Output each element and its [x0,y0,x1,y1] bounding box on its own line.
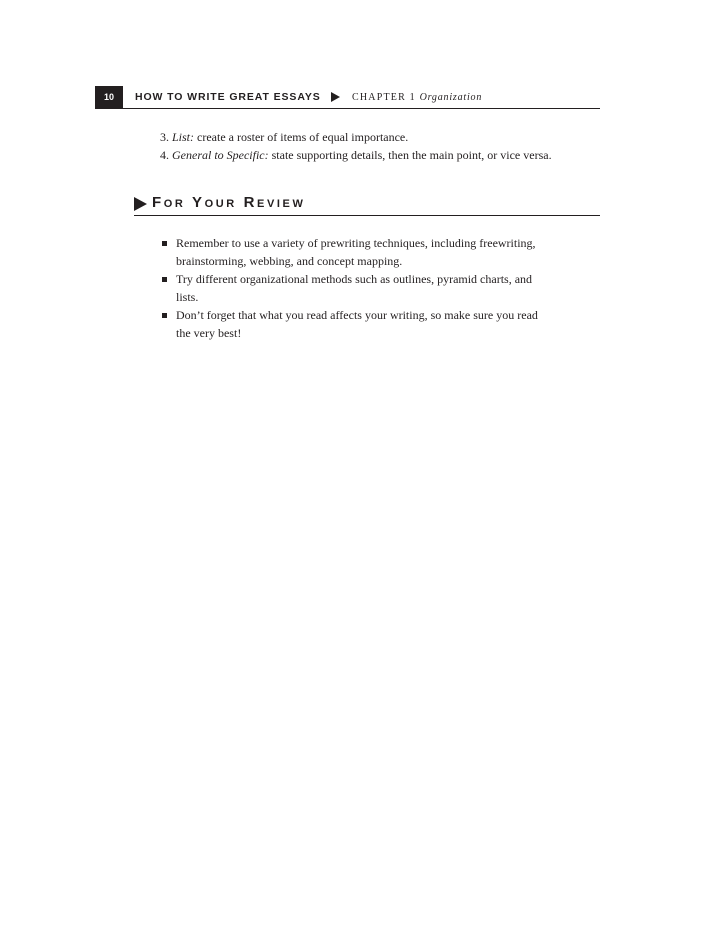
item-line: lists. [176,290,199,304]
item-text: create a roster of items of equal importance. [197,130,409,144]
page-number: 10 [95,86,123,108]
running-header [95,86,600,109]
list-item [160,146,552,164]
item-number: 3. [160,130,169,144]
chapter-label: CHAPTER 1 [352,92,416,103]
item-line: Try different organizational methods such as outlines, pyramid charts, and [176,272,533,286]
item-line: the very best! [176,326,242,340]
chapter-name: Organization [419,92,483,103]
item-line: Don’t forget that what you read affects your writing, so make sure you read [176,308,538,322]
item-number: 4. [160,148,169,162]
list-item [160,128,552,146]
chapter-heading [352,91,482,104]
right-triangle-icon [331,92,340,102]
bullet-square-icon [162,277,167,282]
organization-methods-list [160,128,552,164]
list-item [162,234,582,270]
item-term: General to Specific: [172,148,269,162]
bullet-square-icon [162,313,167,318]
review-list [162,234,582,342]
bullet-square-icon [162,241,167,246]
book-title: HOW TO WRITE GREAT ESSAYS [135,91,321,103]
section-heading [134,195,600,216]
item-line: brainstorming, webbing, and concept mapping. [176,254,403,268]
list-item [162,306,582,342]
item-term: List: [172,130,195,144]
section-title: For Your Review [152,194,306,211]
item-text: state supporting details, then the main point, or vice versa. [271,148,552,162]
item-line: Remember to use a variety of prewriting techniques, including freewriting, [176,236,536,250]
list-item [162,270,582,306]
right-triangle-icon [134,197,147,211]
